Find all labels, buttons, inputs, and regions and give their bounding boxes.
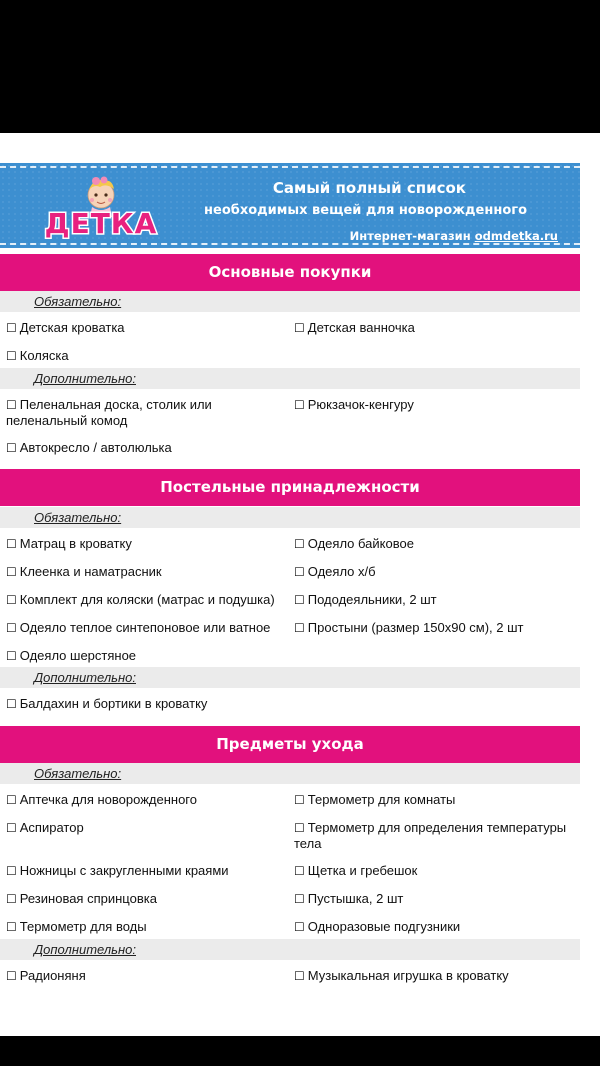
checklist-item[interactable]: ☐ Термометр для воды xyxy=(6,919,147,934)
logo-text: ДЕТКА xyxy=(44,207,158,240)
detka-logo xyxy=(34,173,169,243)
checklist-item[interactable]: ☐ Простыни (размер 150х90 см), 2 шт xyxy=(294,620,524,635)
checkbox-icon[interactable]: ☐ xyxy=(294,537,305,551)
checklist-item[interactable]: ☐ Матрац в кроватку xyxy=(6,536,132,551)
header-banner xyxy=(0,163,580,248)
optional-subheader: Дополнительно: xyxy=(0,368,580,389)
checklist-item[interactable]: ☐ Одеяло х/б xyxy=(294,564,376,579)
store-label: Интернет-магазин xyxy=(349,229,471,243)
checklist-item[interactable]: ☐ Коляска xyxy=(6,348,69,363)
required-subheader: Обязательно: xyxy=(0,507,580,528)
store-line xyxy=(350,229,558,243)
checklist-item[interactable]: ☐ Термометр для комнаты xyxy=(294,792,456,807)
checkbox-icon[interactable]: ☐ xyxy=(6,892,17,906)
checklist-item[interactable]: ☐ Комплект для коляски (матрас и подушка) xyxy=(6,592,275,607)
checklist-item[interactable]: ☐ Одеяло шерстяное xyxy=(6,648,137,663)
checkbox-icon[interactable]: ☐ xyxy=(294,398,305,412)
checkbox-icon[interactable]: ☐ xyxy=(6,864,17,878)
checkbox-icon[interactable]: ☐ xyxy=(6,621,17,635)
checklist-item[interactable]: ☐ Детская кроватка xyxy=(6,320,125,335)
banner-subtitle: необходимых вещей для новорожденного xyxy=(204,203,527,218)
checkbox-icon[interactable]: ☐ xyxy=(6,565,17,579)
required-subheader: Обязательно: xyxy=(0,291,580,312)
checkbox-icon[interactable]: ☐ xyxy=(294,621,305,635)
checkbox-icon[interactable]: ☐ xyxy=(6,593,17,607)
checkbox-icon[interactable]: ☐ xyxy=(6,349,17,363)
checkbox-icon[interactable]: ☐ xyxy=(6,821,17,835)
checkbox-icon[interactable]: ☐ xyxy=(294,920,305,934)
section-header-bedding: Постельные принадлежности xyxy=(0,469,580,506)
checkbox-icon[interactable]: ☐ xyxy=(6,649,17,663)
checklist-item[interactable]: ☐ Аспиратор xyxy=(6,820,84,835)
checklist-item[interactable]: ☐ Клеенка и наматрасник xyxy=(6,564,162,579)
checkbox-icon[interactable]: ☐ xyxy=(6,697,17,711)
checkbox-icon[interactable]: ☐ xyxy=(294,969,305,983)
checklist-item[interactable]: ☐ Щетка и гребешок xyxy=(294,863,418,878)
checklist-item[interactable]: ☐ Аптечка для новорожденного xyxy=(6,792,197,807)
checkbox-icon[interactable]: ☐ xyxy=(6,537,17,551)
checklist-item[interactable]: ☐ Одеяло теплое синтепоновое или ватное xyxy=(6,620,271,635)
checkbox-icon[interactable]: ☐ xyxy=(294,565,305,579)
checklist-item[interactable]: ☐ Одеяло байковое xyxy=(294,536,414,551)
section-header-main-purchases: Основные покупки xyxy=(0,254,580,291)
checklist-page xyxy=(0,133,600,1036)
checkbox-icon[interactable]: ☐ xyxy=(294,321,305,335)
checkbox-icon[interactable]: ☐ xyxy=(294,821,305,835)
checkbox-icon[interactable]: ☐ xyxy=(6,398,17,412)
checklist-item[interactable]: ☐ Термометр для определения температуры тела xyxy=(294,820,567,851)
store-url-link[interactable]: odmdetka.ru xyxy=(474,229,558,243)
checkbox-icon[interactable]: ☐ xyxy=(294,793,305,807)
checklist-item[interactable]: ☐ Пододеяльники, 2 шт xyxy=(294,592,437,607)
checklist-item[interactable]: ☐ Музыкальная игрушка в кроватку xyxy=(294,968,509,983)
checkbox-icon[interactable]: ☐ xyxy=(6,793,17,807)
checklist-item[interactable]: ☐ Пустышка, 2 шт xyxy=(294,891,404,906)
checklist-item[interactable]: ☐ Радионяня xyxy=(6,968,86,983)
checklist-item[interactable]: ☐ Балдахин и бортики в кроватку xyxy=(6,696,208,711)
banner-title: Самый полный список xyxy=(272,179,466,197)
checkbox-icon[interactable]: ☐ xyxy=(294,892,305,906)
checkbox-icon[interactable]: ☐ xyxy=(6,969,17,983)
checklist-item[interactable]: ☐ Автокресло / автолюлька xyxy=(6,440,172,455)
checklist-item[interactable]: ☐ Рюкзачок-кенгуру xyxy=(294,397,414,412)
required-subheader: Обязательно: xyxy=(0,763,580,784)
section-header-care-items: Предметы ухода xyxy=(0,726,580,763)
checklist-item[interactable]: ☐ Детская ванночка xyxy=(294,320,415,335)
checklist-item[interactable]: ☐ Одноразовые подгузники xyxy=(294,919,461,934)
checklist-item[interactable]: ☐ Пеленальная доска, столик или пеленальный комод xyxy=(6,397,212,428)
checkbox-icon[interactable]: ☐ xyxy=(6,920,17,934)
checkbox-icon[interactable]: ☐ xyxy=(6,441,17,455)
checklist-item[interactable]: ☐ Ножницы с закругленными краями xyxy=(6,863,229,878)
optional-subheader: Дополнительно: xyxy=(0,667,580,688)
checkbox-icon[interactable]: ☐ xyxy=(294,864,305,878)
checkbox-icon[interactable]: ☐ xyxy=(294,593,305,607)
checklist-item[interactable]: ☐ Резиновая спринцовка xyxy=(6,891,157,906)
checkbox-icon[interactable]: ☐ xyxy=(6,321,17,335)
optional-subheader: Дополнительно: xyxy=(0,939,580,960)
